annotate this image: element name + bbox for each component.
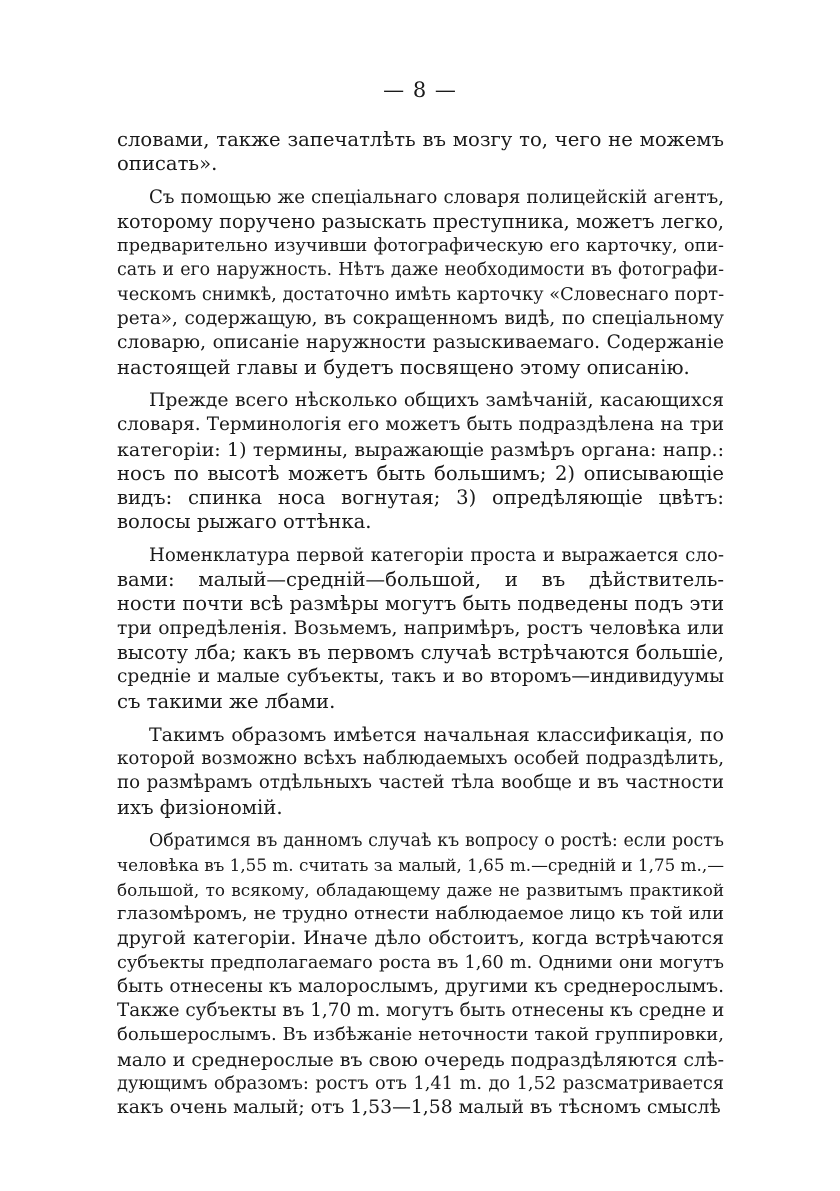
text-line: описать». bbox=[117, 152, 218, 176]
text-line: три опредѣленія. Возьмемъ, напримѣръ, ростъ человѣка или bbox=[117, 617, 724, 639]
text-line: Также субъекты въ 1,70 m. могутъ быть отнесены къ средне и bbox=[117, 1000, 725, 1022]
text-line: глазомѣромъ, не трудно отнести наблюдаемое лицо къ той или bbox=[117, 902, 724, 924]
text-line: большой, то всякому, обладающему даже не развитымъ практикой bbox=[117, 879, 724, 900]
text-line: Прежде всего нѣсколько общихъ замѣчаній, касающихся bbox=[149, 389, 724, 411]
text-line: Номенклатура первой категоріи проста и выражается сло- bbox=[149, 544, 724, 566]
text-line: Обратимся въ данномъ случаѣ къ вопросу о ростѣ: если ростъ bbox=[149, 831, 724, 852]
text-line: предварительно изучивши фотографическую его карточку, опи- bbox=[117, 236, 724, 257]
text-line: рета», содержащую, въ сокращенномъ видѣ, по спеціальному bbox=[117, 308, 724, 330]
text-line: человѣка въ 1,55 m. считать за малый, 1,65 m.—средній и 1,75 m.,— bbox=[117, 855, 724, 876]
text-line: большерослымъ. Въ избѣжаніе неточности такой группировки, bbox=[117, 1024, 724, 1046]
text-line: категоріи: 1) термины, выражающіе размѣръ органа: напр.: bbox=[117, 438, 724, 461]
page-number: — 8 — bbox=[383, 78, 457, 102]
text-line: словаря. Терминологія его можетъ быть подраздѣлена на три bbox=[117, 414, 724, 436]
paragraph bbox=[117, 544, 724, 714]
paragraph bbox=[117, 723, 724, 820]
text-line: быть отнесены къ малорослымъ, другими къ среднерослымъ. bbox=[117, 975, 724, 997]
text-line: мало и среднерослые въ свою очередь подраздѣляются слѣ- bbox=[117, 1048, 724, 1071]
text-line: другой категоріи. Иначе дѣло обстоитъ, когда встрѣчаются bbox=[117, 927, 724, 950]
text-line: которому поручено разыскать преступника, можетъ легко, bbox=[117, 209, 724, 233]
text-line: вами: малый—средній—большой, и въ дѣйствитель- bbox=[117, 568, 724, 592]
text-line: высоту лба; какъ въ первомъ случаѣ встрѣчаются большіе, bbox=[117, 640, 724, 664]
paragraph-gap bbox=[117, 177, 724, 186]
body-text bbox=[117, 128, 724, 1121]
paragraph bbox=[117, 186, 724, 380]
text-line: Съ помощью же спеціальнаго словаря полицейскій агентъ, bbox=[149, 186, 724, 208]
text-line: сать и его наружность. Нѣтъ даже необходимости въ фотографи- bbox=[117, 260, 724, 281]
paragraph-gap bbox=[117, 714, 724, 723]
text-line: ности почти всѣ размѣры могутъ быть подведены подъ эти bbox=[117, 592, 724, 616]
text-line: съ такими же лбами. bbox=[117, 689, 336, 713]
text-line: Такимъ образомъ имѣется начальная классификація, по bbox=[149, 723, 724, 746]
text-line: средніе и малые субъекты, такъ и во второмъ—индивидуумы bbox=[117, 666, 724, 688]
text-line: субъекты предполагаемаго роста въ 1,60 m. Одними они могутъ bbox=[117, 952, 724, 973]
text-line: ихъ физіономій. bbox=[117, 795, 283, 819]
text-line: словами, также запечатлѣть въ мозгу то, чего не можемъ bbox=[117, 128, 724, 151]
text-line: видъ: спинка носа вогнутая; 3) опредѣляющіе цвѣтъ: bbox=[117, 486, 724, 510]
paragraph-gap bbox=[117, 820, 724, 829]
text-line: дующимъ образомъ: ростъ отъ 1,41 m. до 1,52 разсматривается bbox=[117, 1072, 724, 1094]
text-line: какъ очень малый; отъ 1,53—1,58 малый въ тѣсномъ смыслѣ bbox=[117, 1097, 721, 1119]
text-line: ческомъ снимкѣ, достаточно имѣть карточку «Словеснаго порт- bbox=[117, 283, 725, 305]
paragraph-gap bbox=[117, 380, 724, 389]
text-line: носъ по высотѣ можетъ быть большимъ; 2) описывающіе bbox=[117, 461, 724, 485]
text-line: словарю, описаніе наружности разыскиваемаго. Содержаніе bbox=[117, 332, 724, 354]
paragraph-gap bbox=[117, 535, 724, 544]
paragraph bbox=[117, 829, 724, 1121]
text-line: по размѣрамъ отдѣльныхъ частей тѣла вообще и въ частности bbox=[117, 772, 724, 794]
text-line: волосы рыжаго оттѣнка. bbox=[117, 510, 372, 534]
text-line: настоящей главы и будетъ посвящено этому описанію. bbox=[117, 355, 690, 379]
paragraph bbox=[117, 389, 724, 535]
paragraph bbox=[117, 128, 724, 177]
text-line: которой возможно всѣхъ наблюдаемыхъ особей подраздѣлить, bbox=[117, 748, 724, 770]
